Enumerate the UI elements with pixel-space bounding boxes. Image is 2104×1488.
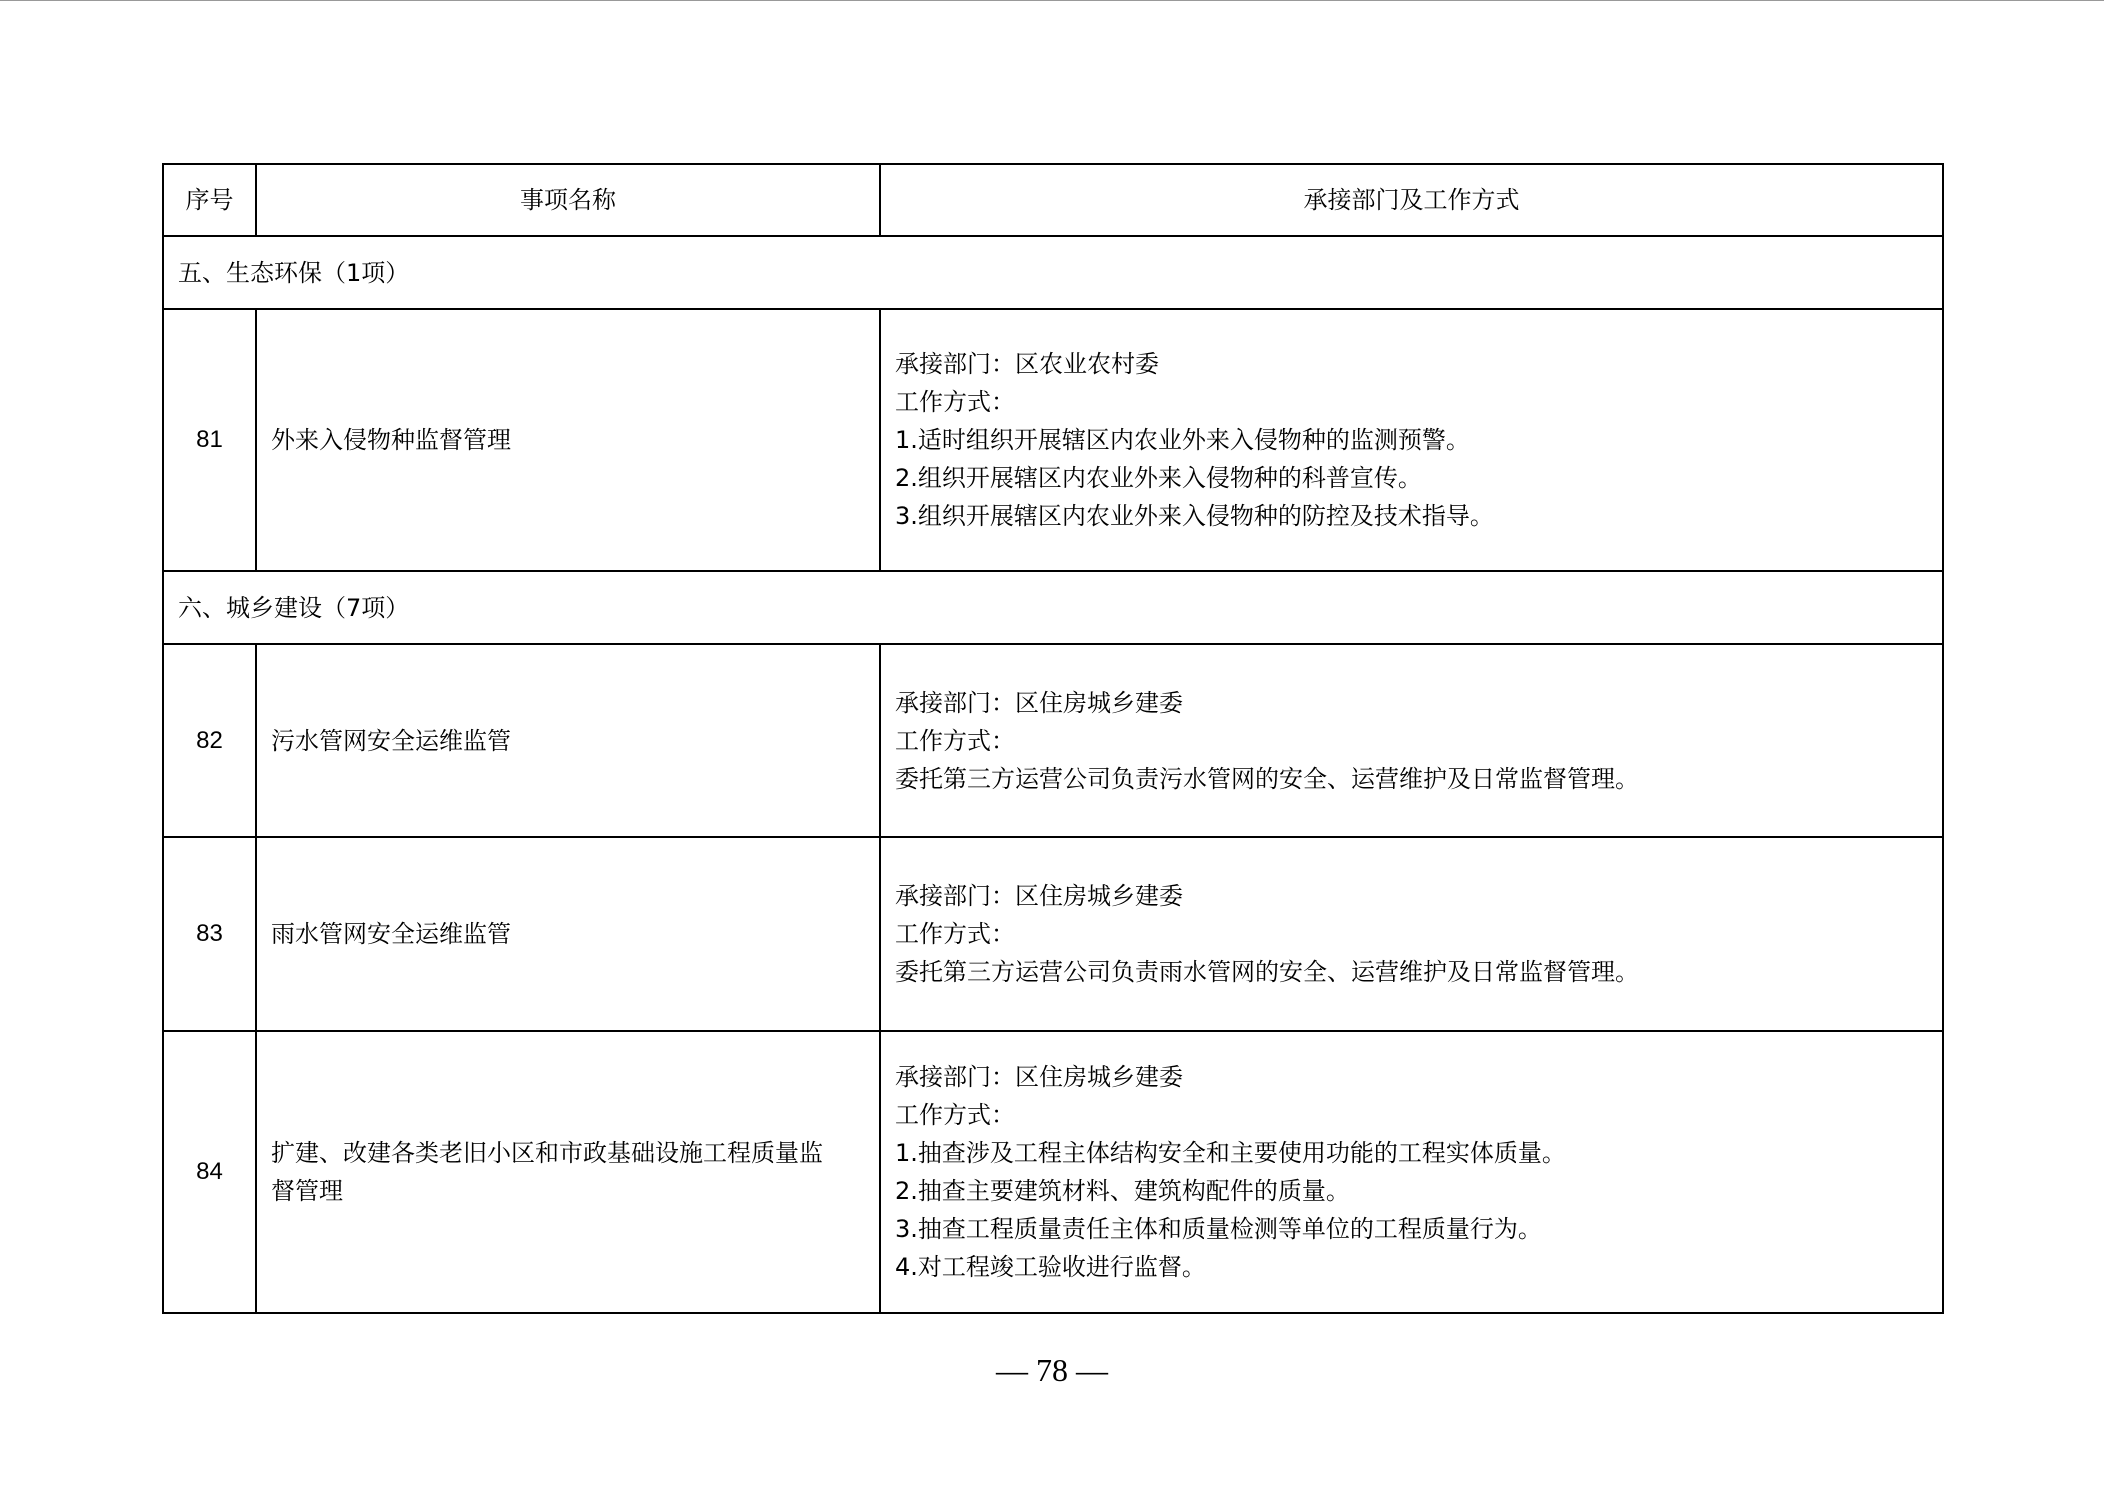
dept-line: 委托第三方运营公司负责污水管网的安全、运营维护及日常监督管理。 [895,764,1639,793]
department-method-cell [880,1031,1943,1313]
table-row [163,1031,1943,1313]
dept-line: 3.抽查工程质量责任主体和质量检测等单位的工程质量行为。 [895,1215,1542,1243]
dept-line: 工作方式： [895,920,1015,948]
dept-line: 承接部门：区农业农村委 [895,350,1159,378]
matter-name: 外来入侵物种监督管理 [256,309,880,571]
dept-line: 工作方式： [895,388,1015,416]
page-number: — 78 — [996,1352,1108,1388]
dept-line: 1.抽查涉及工程主体结构安全和主要使用功能的工程实体质量。 [895,1139,1566,1167]
header-department-method: 承接部门及工作方式 [880,164,1943,236]
section-row-urban-rural [163,571,1943,644]
dept-line: 工作方式： [895,726,1015,755]
row-number: 81 [163,309,256,571]
dept-line: 3.组织开展辖区内农业外来入侵物种的防控及技术指导。 [895,502,1494,530]
matters-table [162,163,1944,1314]
table-row [163,644,1943,837]
table-row [163,837,1943,1031]
matter-name: 雨水管网安全运维监管 [256,837,880,1031]
dept-line: 工作方式： [895,1101,1015,1129]
matter-name-line: 督管理 [271,1177,343,1205]
section-row-ecology [163,236,1943,309]
matter-name: 污水管网安全运维监管 [256,644,880,837]
dept-line: 4.对工程竣工验收进行监督。 [895,1253,1206,1281]
dept-line: 承接部门：区住房城乡建委 [895,688,1183,717]
dept-line: 1.适时组织开展辖区内农业外来入侵物种的监测预警。 [895,426,1470,454]
section-title: 五、生态环保（1项） [163,236,1943,309]
table-header-row [163,164,1943,236]
row-number: 82 [163,644,256,837]
department-method-cell [880,309,1943,571]
matter-name [256,1031,880,1313]
section-title: 六、城乡建设（7项） [163,571,1943,644]
table-row [163,309,1943,571]
dept-line: 2.组织开展辖区内农业外来入侵物种的科普宣传。 [895,464,1422,492]
dept-line: 委托第三方运营公司负责雨水管网的安全、运营维护及日常监督管理。 [895,958,1639,986]
dept-line: 2.抽查主要建筑材料、建筑构配件的质量。 [895,1177,1350,1205]
dept-line: 承接部门：区住房城乡建委 [895,1063,1183,1091]
matter-name-line: 扩建、改建各类老旧小区和市政基础设施工程质量监 [271,1139,823,1167]
dept-line: 承接部门：区住房城乡建委 [895,882,1183,910]
page-top-rule [0,0,2104,1]
header-serial-number: 序号 [163,164,256,236]
row-number: 83 [163,837,256,1031]
row-number: 84 [163,1031,256,1313]
header-matter-name: 事项名称 [256,164,880,236]
department-method-cell [880,644,1943,837]
department-method-cell [880,837,1943,1031]
